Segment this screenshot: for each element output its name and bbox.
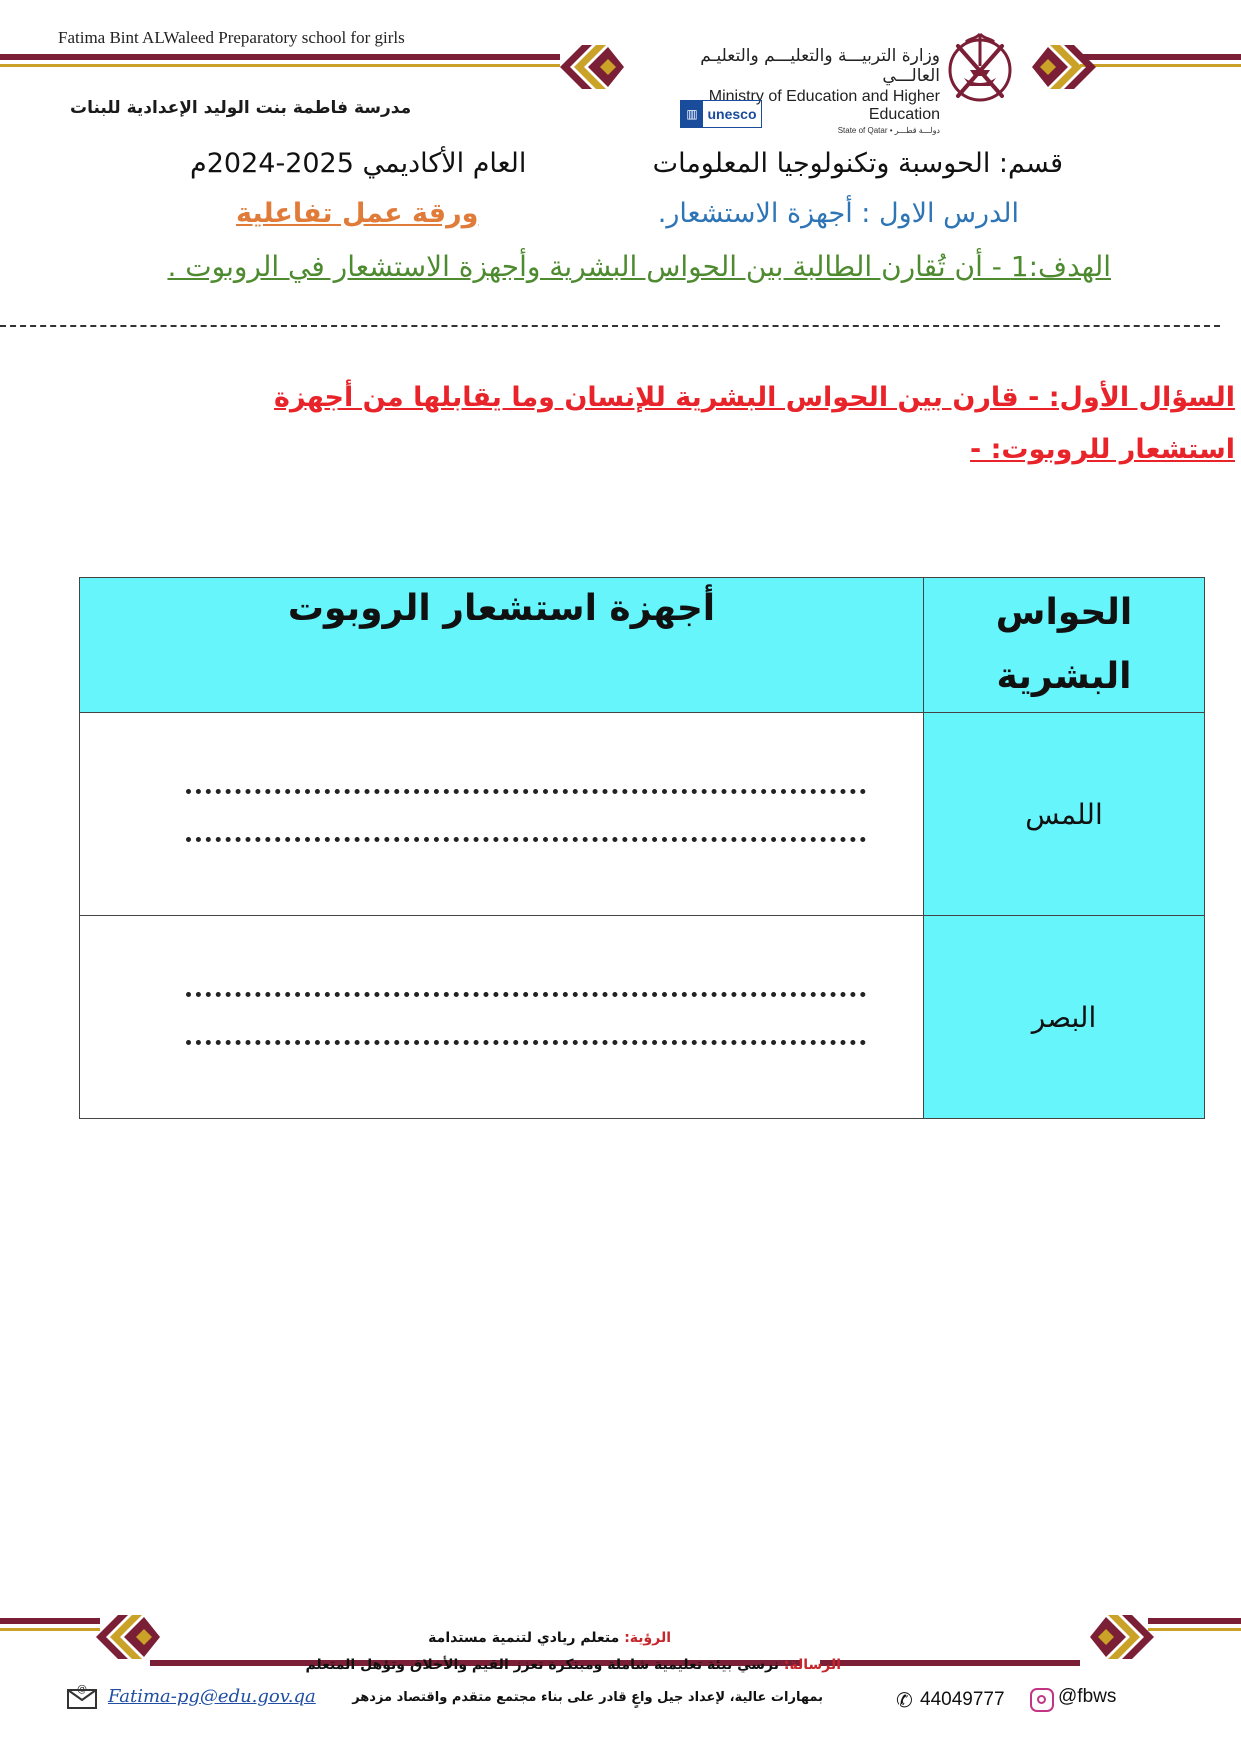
school-name-en: Fatima Bint ALWaleed Preparatory school for girls — [58, 28, 405, 47]
footer-bar-right-gold — [1148, 1628, 1241, 1631]
email-link[interactable]: Fatima-pg@edu.gov.qa — [108, 1686, 316, 1707]
answer-line[interactable] — [186, 837, 866, 842]
vision-text: متعلم ريادي لتنمية مستدامة — [428, 1630, 625, 1646]
unesco-label: unesco — [707, 106, 757, 122]
ministry-name-en: Ministry of Education and Higher Education — [708, 88, 940, 123]
answer-line[interactable] — [186, 992, 866, 997]
qatar-emblem-icon — [940, 26, 1020, 110]
email-icon — [66, 1682, 98, 1710]
vision-statement — [428, 1630, 671, 1646]
header-bar-left — [0, 54, 560, 60]
lesson-goal: الهدف:1 - أن تُقارن الطالبة بين الحواس البشرية وأجهزة الاستشعار في الروبوت . — [167, 250, 1111, 283]
mission-text: نرسي بيئة تعليمية شاملة ومبتكرة تعزز القيم والأخلاق وتؤهل المتعلم — [305, 1657, 784, 1673]
school-name-ar: مدرسة فاطمة بنت الوليد الإعدادية للبنات — [70, 98, 412, 118]
chevron-ornament-icon — [560, 42, 626, 92]
comparison-table — [79, 577, 1205, 1119]
chevron-ornament-icon — [1030, 42, 1096, 92]
department-title: قسم: الحوسبة وتكنولوجيا المعلومات — [652, 148, 1063, 179]
table-header-row — [80, 578, 1205, 713]
header-bar-right — [1080, 54, 1241, 60]
academic-year: العام الأكاديمي 2025-2024م — [190, 148, 527, 179]
footer-bar-right — [1148, 1618, 1241, 1624]
chevron-ornament-icon — [1088, 1612, 1154, 1662]
footer-bar-left-gold — [0, 1628, 100, 1631]
instagram-icon — [1030, 1688, 1054, 1712]
sense-cell: البصر — [924, 916, 1205, 1119]
unesco-logo — [680, 100, 762, 128]
answer-line[interactable] — [186, 789, 866, 794]
worksheet-label: ورقة عمل تفاعلية — [236, 198, 479, 229]
mission-statement-line2: بمهارات عالية، لإعداد جيل واعٍ قادر على بناء مجتمع متقدم واقتصاد مزدهر — [352, 1690, 823, 1705]
mission-label: الرسالة: — [783, 1657, 841, 1673]
unesco-temple-icon: ▥ — [681, 101, 703, 127]
header-bar-left-thin — [0, 64, 560, 67]
phone-number: 44049777 — [920, 1689, 1005, 1710]
instagram-handle[interactable]: @fbws — [1058, 1686, 1117, 1707]
header-human-senses: الحواس البشرية — [924, 578, 1205, 713]
chevron-ornament-icon — [96, 1612, 162, 1662]
answer-cell[interactable] — [80, 916, 924, 1119]
sense-cell: اللمس — [924, 713, 1205, 916]
footer-bar-left — [0, 1618, 100, 1624]
table-row — [80, 713, 1205, 916]
answer-cell[interactable] — [80, 713, 924, 916]
ministry-name-ar: وزارة التربيـــة والتعليـــم والتعليـم العالـــي — [700, 46, 940, 86]
vision-label: الرؤية: — [624, 1630, 671, 1646]
question-1: السؤال الأول: - قارن بين الحواس البشرية للإنسان وما يقابلها من أجهزة استشعار للروبوت: - — [274, 382, 1235, 465]
footer-bar-right-2 — [820, 1660, 1080, 1666]
mission-statement — [305, 1657, 841, 1673]
phone-icon: ✆ — [896, 1688, 913, 1712]
table-row — [80, 916, 1205, 1119]
answer-line[interactable] — [186, 1040, 866, 1045]
header-bar-right-thin — [1080, 64, 1241, 67]
dashed-separator — [0, 325, 1220, 327]
svg-text:@: @ — [77, 1684, 87, 1695]
header-robot-sensors: أجهزة استشعار الروبوت — [80, 578, 924, 713]
lesson-title: الدرس الاول : أجهزة الاستشعار. — [657, 198, 1019, 229]
state-of-qatar: State of Qatar • دولـــة قطـــر — [837, 126, 940, 135]
